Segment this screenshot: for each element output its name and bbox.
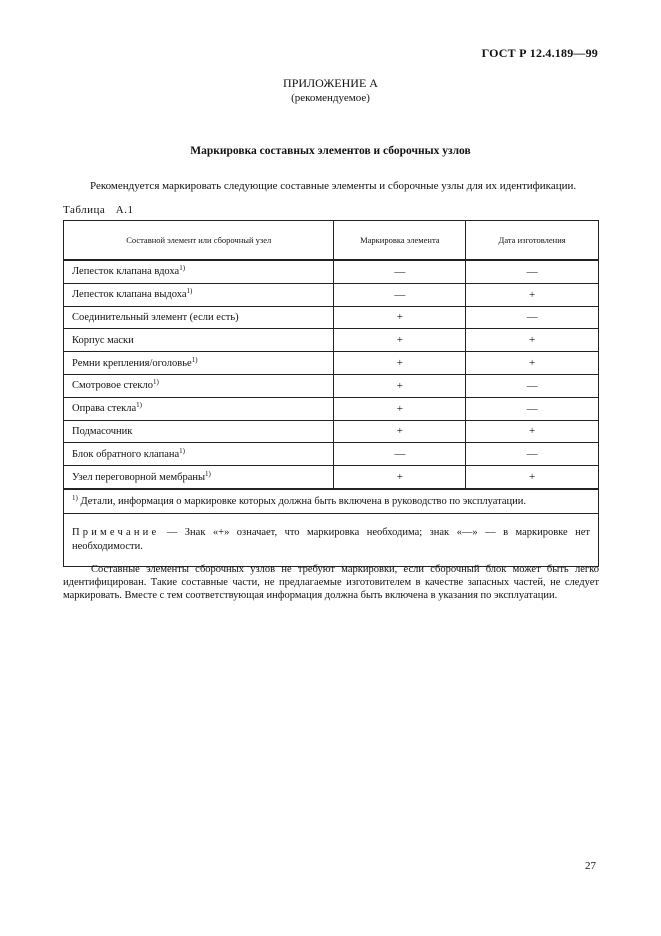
table-footnote (64, 489, 599, 514)
element-name-cell (64, 329, 334, 352)
table-row (64, 352, 599, 375)
footnote-ref: 1) (205, 469, 211, 478)
document-header: ГОСТ Р 12.4.189—99 (481, 46, 598, 60)
footnote-ref: 1) (186, 287, 193, 296)
note-label: Примечание (72, 526, 160, 538)
table-body (64, 260, 599, 489)
marking-table (63, 220, 599, 567)
element-name: Оправа стекла (72, 403, 137, 415)
element-name-cell (64, 352, 334, 375)
table-label-number: А.1 (115, 204, 134, 216)
element-name: Подмасочник (72, 425, 133, 437)
date-cell: — (466, 306, 599, 329)
marking-cell: — (334, 443, 466, 466)
table-label-word: Таблица (63, 204, 106, 216)
footnote-text: Детали, информация о маркировке которых должна быть включена в руководство по эксплуатации. (80, 495, 527, 507)
table-header-row (64, 221, 599, 261)
date-cell: — (466, 443, 599, 466)
marking-cell: + (334, 397, 466, 420)
element-name: Лепесток клапана выдоха (72, 289, 187, 301)
column-header-date: Дата изготовления (466, 221, 599, 261)
date-cell: — (466, 260, 599, 283)
element-name: Корпус маски (72, 334, 134, 346)
table-row (64, 420, 599, 443)
element-name: Соединительный элемент (если есть) (72, 311, 239, 323)
element-name-cell (64, 466, 334, 489)
table-row (64, 397, 599, 420)
table-row (64, 443, 599, 466)
footnote-ref: 1) (136, 401, 142, 410)
table-row (64, 466, 599, 489)
table-label (63, 204, 134, 216)
date-cell: — (466, 374, 599, 397)
note-text: — Знак «+» означает, что маркировка необходима; знак «—» — в маркировке нет необходимости. (72, 526, 590, 552)
table-note-row (64, 513, 599, 566)
table-row (64, 374, 599, 397)
appendix-status: (рекомендуемое) (291, 92, 370, 104)
table-row (64, 283, 599, 306)
marking-cell: — (334, 260, 466, 283)
element-name-cell (64, 374, 334, 397)
table-footnote-row (64, 489, 599, 514)
element-name-cell (64, 443, 334, 466)
table-row (64, 260, 599, 283)
marking-cell: + (334, 374, 466, 397)
element-name-cell (64, 420, 334, 443)
table-note (64, 513, 599, 566)
footnote-ref: 1) (179, 264, 186, 273)
column-header-marking: Маркировка элемента (334, 221, 466, 261)
marking-cell: — (334, 283, 466, 306)
table-row (64, 329, 599, 352)
page-number: 27 (585, 860, 596, 872)
marking-cell: + (334, 420, 466, 443)
table-row (64, 306, 599, 329)
closing-paragraph: Составные элементы сборочных узлов не требуют маркировки, если сборочный блок может быть легко идентифицирован. Такие составные части, не предлагаемые изготовителем в качестве запасных частей, не следует маркировать. Вместе с тем соответствующая информация должна быть включена в указания по эксплуатации. (63, 564, 599, 601)
footnote-mark: 1) (72, 493, 78, 502)
appendix-title: ПРИЛОЖЕНИЕ А (283, 76, 378, 90)
footnote-ref: 1) (153, 378, 159, 387)
element-name-cell (64, 397, 334, 420)
element-name: Узел переговорной мембраны (72, 471, 206, 483)
date-cell: + (466, 329, 599, 352)
date-cell: + (466, 283, 599, 306)
element-name-cell (64, 283, 334, 306)
intro-paragraph: Рекомендуется маркировать следующие составные элементы и сборочные узлы для их идентификации. (90, 180, 577, 192)
marking-cell: + (334, 466, 466, 489)
footnote-ref: 1) (191, 355, 198, 364)
date-cell: + (466, 352, 599, 375)
element-name-cell (64, 260, 334, 283)
element-name: Смотровое стекло (72, 380, 154, 392)
element-name: Лепесток клапана вдоха (72, 266, 180, 278)
date-cell: + (466, 420, 599, 443)
marking-cell: + (334, 352, 466, 375)
column-header-element: Составной элемент или сборочный узел (64, 221, 334, 261)
element-name-cell (64, 306, 334, 329)
element-name: Ремни крепления/оголовье (72, 357, 192, 369)
element-name: Блок обратного клапана (72, 448, 180, 460)
footnote-ref: 1) (179, 446, 185, 455)
section-title: Маркировка составных элементов и сборочных узлов (190, 145, 471, 157)
marking-cell: + (334, 329, 466, 352)
date-cell: — (466, 397, 599, 420)
date-cell: + (466, 466, 599, 489)
marking-cell: + (334, 306, 466, 329)
